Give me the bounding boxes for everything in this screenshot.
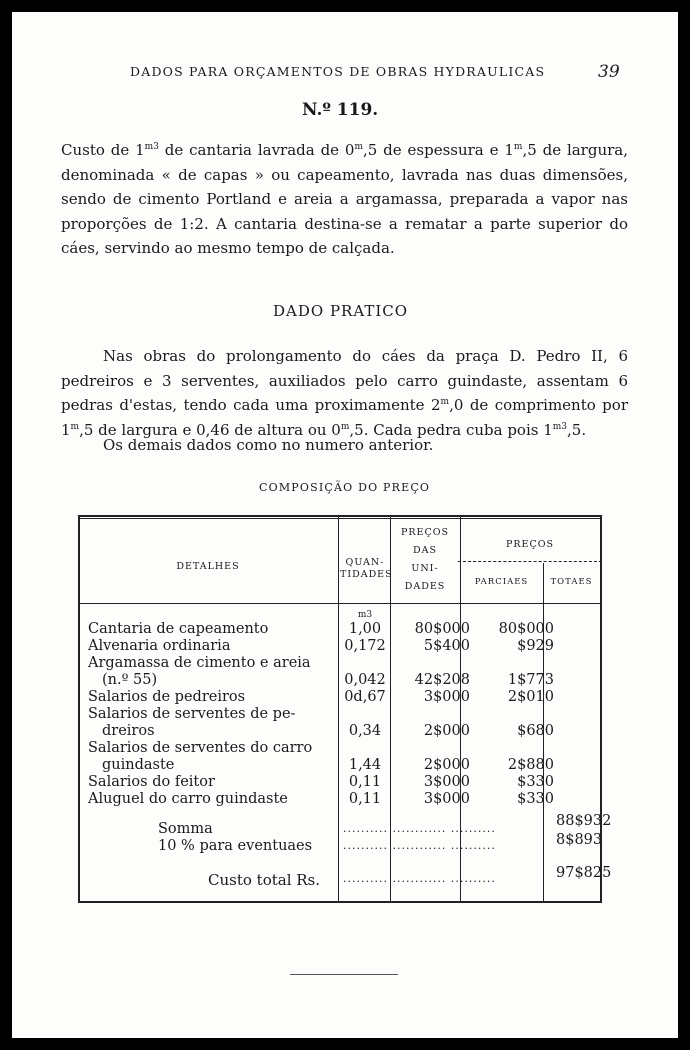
entry-number: N.º 119. xyxy=(302,100,379,120)
row-label: Argamassa de cimento e areia xyxy=(88,655,311,671)
row-partial-price: 2$010 xyxy=(507,689,554,705)
header-quantidades-1: QUAN- xyxy=(345,557,385,568)
row-label: Salarios do feitor xyxy=(88,774,215,790)
row-unit-price: 5$400 xyxy=(423,638,470,654)
header-parciaes: PARCIAES xyxy=(474,577,529,587)
practical-last-line: Os demais dados como no numero anterior. xyxy=(103,436,434,454)
row-quantity: 0,042 xyxy=(344,672,386,688)
eventuaes-total: 8$893 xyxy=(556,832,603,848)
row-quantity: 0,34 xyxy=(348,723,382,739)
row-unit-price: 3$000 xyxy=(423,774,470,790)
header-precos: PREÇOS xyxy=(505,539,555,550)
row-unit-price: 3$000 xyxy=(423,791,470,807)
row-quantity: 0d,67 xyxy=(344,689,386,705)
row-label: Salarios de pedreiros xyxy=(88,689,246,705)
header-detalhes: DETALHES xyxy=(176,561,240,572)
row-quantity: 0,172 xyxy=(344,638,386,654)
row-quantity: 0,11 xyxy=(348,791,382,807)
somma-total: 88$932 xyxy=(556,813,612,829)
eventuaes-label: 10 % para eventuaes xyxy=(158,838,313,854)
row-label-continued: (n.º 55) xyxy=(102,672,158,688)
header-totaes: TOTAES xyxy=(550,577,593,587)
row-partial-price: 80$000 xyxy=(498,621,554,637)
row-partial-price: $330 xyxy=(517,791,554,807)
row-label: Salarios de serventes do carro xyxy=(88,740,313,756)
running-title: DADOS PARA ORÇAMENTOS DE OBRAS HYDRAULICAS xyxy=(130,64,546,79)
row-label-continued: guindaste xyxy=(102,757,175,773)
row-unit-price: 2$000 xyxy=(423,757,470,773)
row-label-continued: dreiros xyxy=(102,723,155,739)
row-unit-price: 42$208 xyxy=(414,672,470,688)
header-precos-unidades-1: PREÇOS xyxy=(400,527,450,538)
row-unit-price: 3$000 xyxy=(423,689,470,705)
row-quantity: 1,44 xyxy=(348,757,382,773)
custo-total-value: 97$825 xyxy=(556,865,612,881)
row-unit-price: 80$000 xyxy=(414,621,470,637)
unit-note: m3 xyxy=(357,610,373,620)
composition-title: COMPOSIÇÃO DO PREÇO xyxy=(259,481,431,494)
header-precos-unidades-4: DADES xyxy=(404,581,446,592)
intro-paragraph: Custo de $1^{m3}$ de cantaria lavrada de 0$^m$,5 de espessura e 1$^m$,5 de largura, denominada « de capas » ou capeamento, lavrada nas duas dimensões, sendo de cimento Portland e areia a argamassa, preparada a vapor nas proporções de 1:2. A cantaria destina-se a rematar a parte superior do cáes, servindo ao mesmo tempo de calçada. xyxy=(61,141,628,258)
row-label: Cantaria de capeamento xyxy=(88,621,269,637)
row-partial-price: $680 xyxy=(517,723,554,739)
row-partial-price: 2$880 xyxy=(507,757,554,773)
row-label: Alvenaria ordinaria xyxy=(88,638,231,654)
practical-paragraph: Nas obras do prolongamento do cáes da praça D. Pedro II, 6 pedreiros e 3 serventes, auxiliados pelo carro guindaste, assentam 6 pedras d'estas, tendo cada uma proximamente 2$^m$,0 de comprimento por 1$^m$,5 de largura e 0,46 de altura ou 0$^m$,5. Cada pedra cuba pois $1^{m3},5$. xyxy=(61,347,628,439)
bottom-rule xyxy=(290,974,398,975)
book-page xyxy=(12,12,678,1038)
header-quantidades-2: TIDADES xyxy=(340,569,393,580)
header-precos-unidades-2: DAS xyxy=(413,545,437,556)
row-partial-price: $929 xyxy=(517,638,554,654)
row-label: Aluguel do carro guindaste xyxy=(88,791,288,807)
price-table: DETALHES QUAN- TIDADES PREÇOS DAS UNI- DADES PREÇOS PARCIAES TOTAES m3 Cantaria de capeamento 1,00 80$000 80$000 Alvenaria ordinaria 0,172 5$400 $929 Argamassa de cimento e areia (n.º 55) 0,042 42$208 1$773 Salarios de pedreiros 0d,67 3$000 2$010 Salarios de serventes de pe- dreiros 0,34 2$000 $680 Salarios de serventes do carro guindaste 1,44 2$000 2$880 Salarios do feitor 0,11 3$000 $330 Aluguel do carro guindaste 0,11 3$000 $330 Somma 88$932 10 % para eventuaes 8$893 Custo total Rs. 97$825 ·········· ············ ·········· ·········· ············ ·········· ·········· ············ ·········· xyxy=(78,515,602,904)
row-unit-price: 2$000 xyxy=(423,723,470,739)
row-label: Salarios de serventes de pe- xyxy=(88,706,296,722)
page-number: 39 xyxy=(598,62,620,82)
row-quantity: 0,11 xyxy=(348,774,382,790)
row-quantity: 1,00 xyxy=(348,621,382,637)
custo-total-label: Custo total Rs. xyxy=(208,871,321,889)
row-partial-price: $330 xyxy=(517,774,554,790)
header-precos-unidades-3: UNI- xyxy=(411,563,439,574)
somma-label: Somma xyxy=(158,821,213,837)
row-partial-price: 1$773 xyxy=(507,672,554,688)
section-title: DADO PRATICO xyxy=(273,302,409,320)
